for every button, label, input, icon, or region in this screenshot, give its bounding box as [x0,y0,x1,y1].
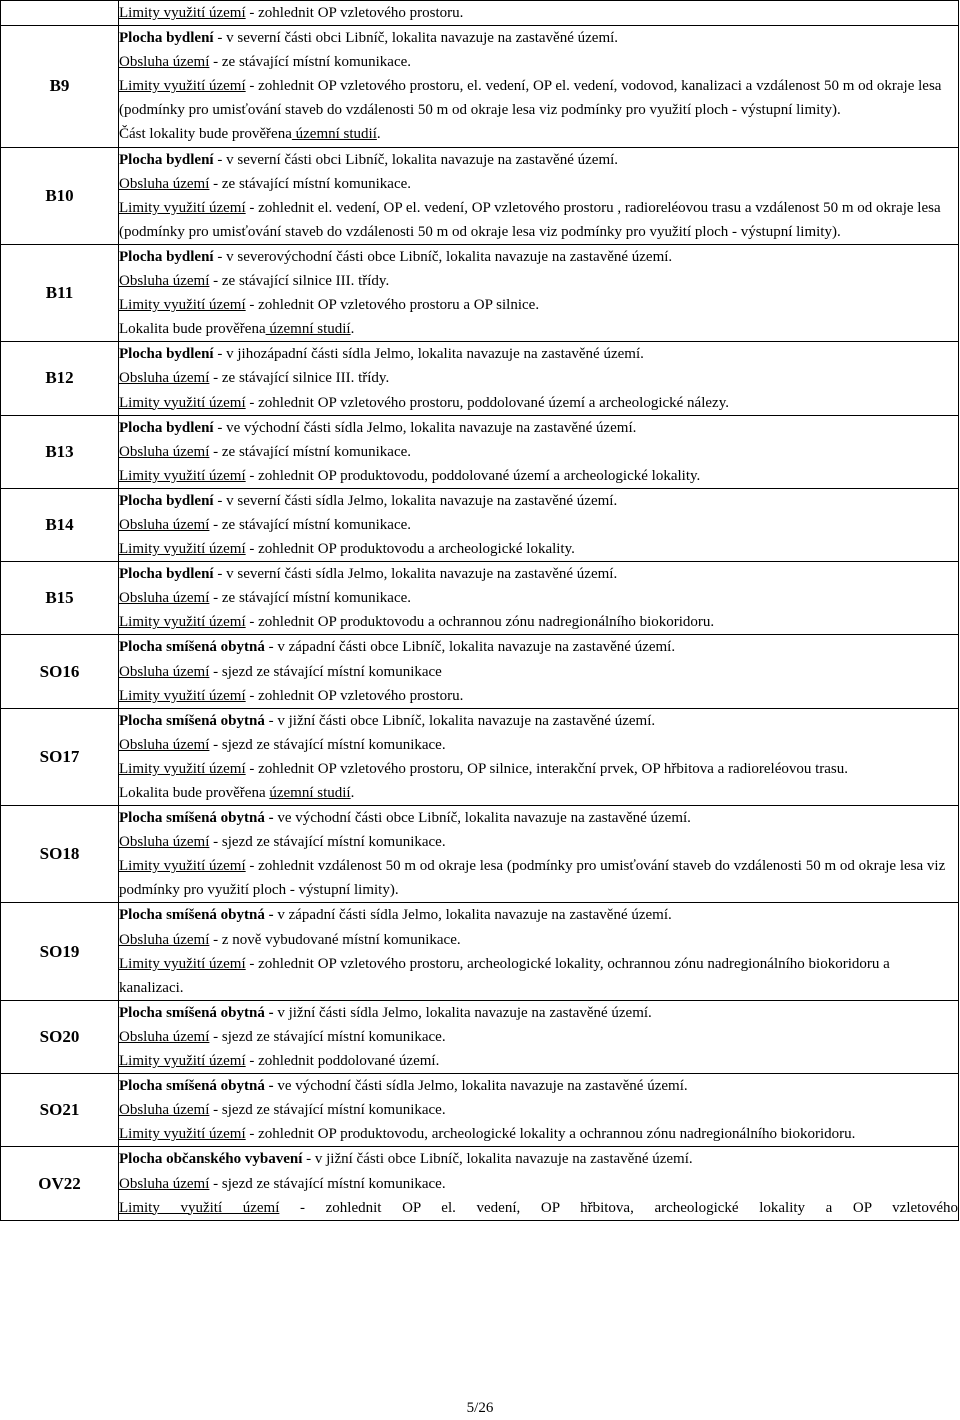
plot-type: Plocha bydlení [119,30,214,47]
field-label: Limity využití území [119,1053,246,1070]
text-segment: Lokalita bude prověřena [119,321,266,338]
text-segment: - zohlednit OP produktovodu a archeologické lokality. [245,541,575,558]
description-line [119,781,958,805]
text-segment: ve východní části obce Libníč, lokalita navazuje na zastavěné území. [273,810,691,827]
text-segment: - zohlednit OP produktovodu, archeologické lokality a ochrannou zónu nadregionálního biokoridoru. [245,1126,856,1143]
table-row [1,488,959,561]
text-segment: - ze stávající místní komunikace. [209,516,412,533]
text-segment: ve východní části sídla Jelmo, lokalita navazuje na zastavěné území. [273,1078,688,1095]
field-label: Obsluha území [119,931,210,948]
plot-type: Plocha bydlení [119,566,214,583]
plot-type: Plocha občanského vybavení [119,1151,303,1168]
text-segment: v západní části sídla Jelmo, lokalita navazuje na zastavěné území. [273,907,672,924]
text-segment: - zohlednit OP el. vedení, OP hřbitova, archeologické lokality a OP vzletového [279,1199,958,1216]
description-line [119,50,958,74]
text-segment: - ve východní části sídla Jelmo, lokalita navazuje na zastavěné území. [213,419,637,436]
text-segment: - v jihozápadní části sídla Jelmo, lokalita navazuje na zastavěné území. [213,346,644,363]
text-segment: - ze stávající silnice III. třídy. [209,370,390,387]
field-label: Limity využití území [119,467,246,484]
text-segment: - v jižní části obce Libníč, lokalita navazuje na zastavěné území. [264,712,656,729]
locality-description [119,147,959,244]
text-segment: Část lokality bude prověřena [119,126,292,143]
locality-code: B12 [1,342,119,415]
description-line [119,733,958,757]
locality-description [119,1,959,26]
text-segment: - sjezd ze stávající místní komunikace. [209,1175,446,1192]
plot-type: Plocha smíšená obytná - [119,810,274,827]
locality-table-body [1,1,959,1221]
field-label: Obsluha území [119,834,210,851]
text-segment: - ze stávající místní komunikace. [209,443,412,460]
text-segment: Lokalita bude prověřena [119,785,270,801]
text-segment: - sjezd ze stávající místní komunikace. [209,736,446,753]
text-segment: - ze stávající místní komunikace. [209,175,412,192]
text-segment: - v severní části obci Libníč, lokalita navazuje na zastavěné území. [213,30,619,47]
locality-description [119,562,959,635]
field-label: Limity využití území [119,858,246,875]
text-segment: - v severovýchodní části obce Libníč, lokalita navazuje na zastavěné území. [213,248,673,265]
field-label: Obsluha území [119,175,210,192]
text-segment: - v jižní části obce Libníč, lokalita navazuje na zastavěné území. [302,1151,693,1168]
text-segment: - v západní části obce Libníč, lokalita navazuje na zastavěné území. [264,639,676,656]
field-label: Limity využití území [119,1199,280,1216]
field-label: Limity využití území [119,199,246,216]
text-segment: - zohlednit OP vzletového prostoru, archeologické lokality, ochrannou zónu nadregionálního biokoridoru a kanalizaci. [119,955,890,996]
locality-description [119,1147,959,1220]
table-row [1,26,959,147]
field-label: Obsluha území [119,590,210,607]
locality-description [119,244,959,341]
plot-type: Plocha smíšená obytná - [119,1004,274,1021]
text-segment: - sjezd ze stávající místní komunikace. [209,1102,446,1119]
text-segment: - zohlednit el. vedení, OP el. vedení, OP vzletového prostoru , radioreléovou trasu a vzdálenost 50 m od okraje lesa (podmínky pro umisťování staveb do vzdálenosti 50 m od okraje lesa viz podmínky pro využití ploch - výstupní limity). [119,199,941,240]
description-line [119,586,958,610]
text-segment: - v severní části sídla Jelmo, lokalita navazuje na zastavěné území. [213,492,618,509]
description-line [119,806,958,830]
field-label: Obsluha území [119,370,210,387]
locality-description [119,635,959,708]
plot-type: Plocha smíšená obytná - [119,907,274,924]
field-label: Obsluha území [119,1175,210,1192]
field-label: Obsluha území [119,54,210,71]
locality-description [119,26,959,147]
plot-type: Plocha bydlení [119,492,214,509]
field-label: Limity využití území [119,1126,246,1143]
text-segment: - sjezd ze stávající místní komunikace [209,663,442,680]
description-line [119,26,958,50]
text-segment: - zohlednit OP produktovodu, poddolované území a archeologické lokality. [245,467,701,484]
description-line [119,1098,958,1122]
text-segment: v jižní části sídla Jelmo, lokalita navazuje na zastavěné území. [273,1004,652,1021]
description-line [119,903,958,927]
locality-code: OV22 [1,1147,119,1220]
description-line [119,317,958,341]
locality-code: B14 [1,488,119,561]
locality-code: B15 [1,562,119,635]
description-line [119,854,958,902]
description-line [119,513,958,537]
text-segment: . [376,126,381,143]
field-label: Obsluha území [119,273,210,290]
text-segment: . [350,321,355,338]
locality-code: SO19 [1,903,119,1000]
description-line [119,1049,958,1073]
plot-type: Plocha bydlení [119,151,214,168]
table-row [1,1,959,26]
locality-description [119,903,959,1000]
table-row [1,635,959,708]
locality-description [119,806,959,903]
table-row [1,1147,959,1220]
text-segment: - sjezd ze stávající místní komunikace. [209,834,446,851]
description-line [119,440,958,464]
description-line [119,1074,958,1098]
plot-type: Plocha smíšená obytná - [119,1078,274,1095]
description-line [119,610,958,634]
field-label: Limity využití území [119,78,246,95]
table-row [1,415,959,488]
text-segment: - zohlednit poddolované území. [245,1053,440,1070]
description-line [119,269,958,293]
description-line [119,464,958,488]
text-segment: - zohlednit OP vzletového prostoru, el. vedení, OP el. vedení, vodovod, kanalizaci a vzdálenost 50 m od okraje lesa (podmínky pro umisťování staveb do vzdálenosti 50 m od okraje lesa viz podmínky pro využití ploch - výstupní limity). [119,78,942,119]
text-segment: - v severní části sídla Jelmo, lokalita navazuje na zastavěné území. [213,566,618,583]
locality-code: SO20 [1,1000,119,1073]
description-line [119,122,958,146]
field-label: Obsluha území [119,443,210,460]
description-line [119,709,958,733]
field-label: Limity využití území [119,394,246,411]
table-row [1,147,959,244]
field-label: Limity využití území [119,955,246,972]
text-segment: - zohlednit OP produktovodu a ochrannou zónu nadregionálního biokoridoru. [245,614,715,631]
description-line [119,1196,958,1220]
description-line [119,1025,958,1049]
description-line [119,952,958,1000]
field-label: Limity využití území [119,297,246,314]
description-line [119,245,958,269]
plot-type: Plocha smíšená obytná [119,639,265,656]
table-row [1,1000,959,1073]
table-row [1,708,959,805]
description-line [119,148,958,172]
field-label: Limity využití území [119,5,246,21]
field-label: územní studií [291,126,377,143]
text-segment: - z nově vybudované místní komunikace. [209,931,461,948]
description-line [119,489,958,513]
description-line [119,537,958,561]
plot-type: Plocha bydlení [119,419,214,436]
description-line [119,562,958,586]
locality-description [119,1000,959,1073]
description-line [119,830,958,854]
table-row [1,903,959,1000]
table-row [1,562,959,635]
text-segment: . [350,785,355,801]
text-segment: - zohlednit OP vzletového prostoru. [245,5,464,21]
description-line [119,366,958,390]
field-label: Limity využití území [119,614,246,631]
page-number: 5/26 [466,1400,494,1416]
text-segment: - sjezd ze stávající místní komunikace. [209,1028,446,1045]
locality-description [119,1074,959,1147]
description-line [119,342,958,366]
description-line [119,74,958,122]
locality-code: SO18 [1,806,119,903]
field-label: územní studií [265,321,351,338]
table-row [1,244,959,341]
description-line [119,757,958,781]
text-segment: - ze stávající místní komunikace. [209,54,412,71]
field-label: Limity využití území [119,541,246,558]
description-line [119,416,958,440]
locality-code: SO21 [1,1074,119,1147]
locality-description [119,415,959,488]
plot-type: Plocha bydlení [119,346,214,363]
locality-code: SO16 [1,635,119,708]
plot-type: Plocha smíšená obytná [119,712,265,729]
field-label: Obsluha území [119,663,210,680]
description-line [119,1172,958,1196]
field-label: Limity využití území [119,687,246,704]
text-segment: - zohlednit OP vzletového prostoru, OP silnice, interakční prvek, OP hřbitova a radioreléovou trasu. [245,760,849,777]
description-line [119,1147,958,1171]
description-line [119,928,958,952]
locality-code: B10 [1,147,119,244]
field-label: Obsluha území [119,736,210,753]
table-row [1,806,959,903]
description-line [119,293,958,317]
text-segment: - zohlednit OP vzletového prostoru, poddolované území a archeologické nálezy. [245,394,729,411]
locality-code [1,1,119,26]
locality-description [119,708,959,805]
field-label: Obsluha území [119,1028,210,1045]
plot-type: Plocha bydlení [119,248,214,265]
text-segment: - zohlednit OP vzletového prostoru. [245,687,464,704]
field-label: územní studií [269,785,351,801]
field-label: Obsluha území [119,516,210,533]
locality-description [119,488,959,561]
locality-code: B11 [1,244,119,341]
locality-code: B9 [1,26,119,147]
description-line [119,196,958,244]
table-row [1,342,959,415]
text-segment: - zohlednit OP vzletového prostoru a OP silnice. [245,297,540,314]
description-line [119,1,958,25]
field-label: Obsluha území [119,1102,210,1119]
description-line [119,391,958,415]
description-line [119,172,958,196]
text-segment: - ze stávající místní komunikace. [209,590,412,607]
text-segment: - zohlednit vzdálenost 50 m od okraje lesa (podmínky pro umisťování staveb do vzdálenosti 50 m od okraje lesa viz podmínky pro využití ploch - výstupní limity). [119,858,946,899]
description-line [119,1001,958,1025]
description-line [119,684,958,708]
field-label: Limity využití území [119,760,246,777]
table-row [1,1074,959,1147]
locality-code: SO17 [1,708,119,805]
text-segment: - ze stávající silnice III. třídy. [209,273,390,290]
description-line [119,1122,958,1146]
description-line [119,660,958,684]
text-segment: - v severní části obci Libníč, lokalita navazuje na zastavěné území. [213,151,619,168]
locality-code: B13 [1,415,119,488]
locality-description [119,342,959,415]
description-line [119,635,958,659]
